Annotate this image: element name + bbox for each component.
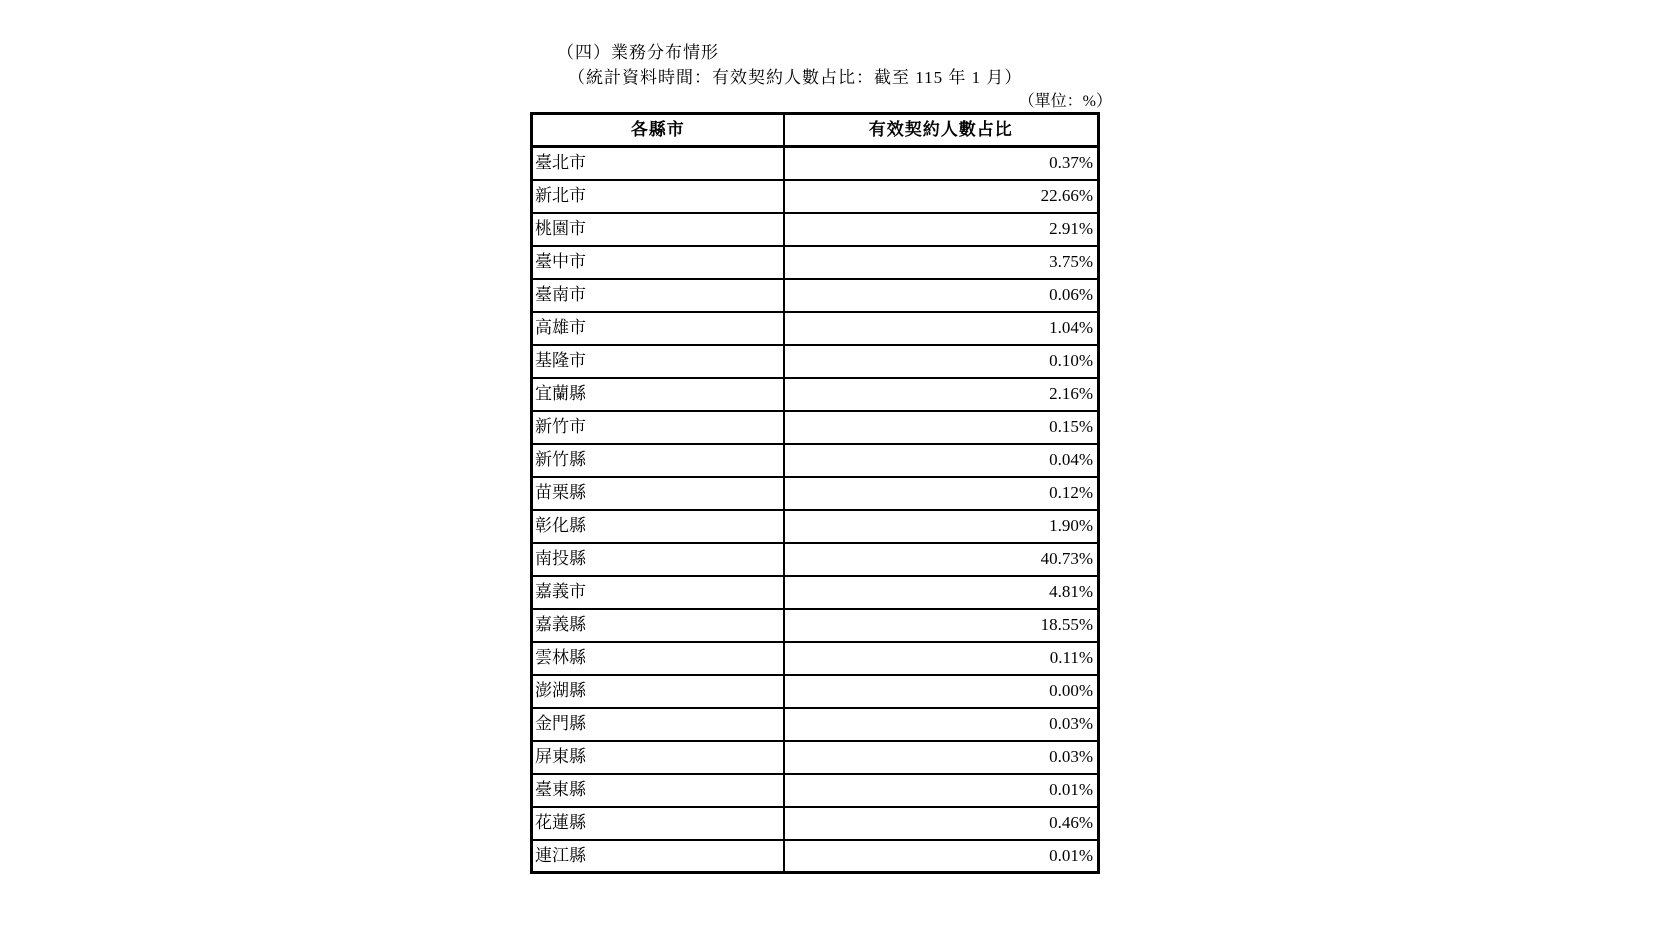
table-row <box>532 180 1099 213</box>
region-cell: 臺中市 <box>532 246 784 279</box>
value-cell: 1.04% <box>784 312 1099 345</box>
value-cell: 0.04% <box>784 444 1099 477</box>
value-cell: 0.00% <box>784 675 1099 708</box>
value-cell: 2.91% <box>784 213 1099 246</box>
region-cell: 澎湖縣 <box>532 675 784 708</box>
value-cell: 0.37% <box>784 147 1099 180</box>
value-cell: 0.01% <box>784 840 1099 873</box>
table-row <box>532 147 1099 180</box>
value-cell: 0.12% <box>784 477 1099 510</box>
region-cell: 嘉義市 <box>532 576 784 609</box>
region-cell: 花蓮縣 <box>532 807 784 840</box>
value-cell: 0.03% <box>784 708 1099 741</box>
value-cell: 0.10% <box>784 345 1099 378</box>
region-cell: 高雄市 <box>532 312 784 345</box>
table-row <box>532 477 1099 510</box>
table-row <box>532 246 1099 279</box>
table-row <box>532 609 1099 642</box>
value-cell: 2.16% <box>784 378 1099 411</box>
value-cell: 0.46% <box>784 807 1099 840</box>
region-cell: 基隆市 <box>532 345 784 378</box>
region-cell: 新北市 <box>532 180 784 213</box>
table-row <box>532 213 1099 246</box>
region-cell: 連江縣 <box>532 840 784 873</box>
section-title: （四）業務分布情形 <box>557 43 719 62</box>
value-cell: 0.03% <box>784 741 1099 774</box>
unit-note: （單位：%） <box>1018 93 1112 110</box>
statistics-period-note: （統計資料時間：有效契約人數占比：截至 115 年 1 月） <box>568 68 1023 87</box>
table-row <box>532 774 1099 807</box>
table-row <box>532 510 1099 543</box>
table-row <box>532 840 1099 873</box>
region-cell: 臺南市 <box>532 279 784 312</box>
header-region-column: 各縣市 <box>532 114 784 147</box>
table-row <box>532 312 1099 345</box>
region-distribution-table <box>530 112 1100 874</box>
table-row <box>532 444 1099 477</box>
table-row <box>532 543 1099 576</box>
header-value-column: 有效契約人數占比 <box>784 114 1099 147</box>
region-cell: 宜蘭縣 <box>532 378 784 411</box>
table-row <box>532 411 1099 444</box>
region-cell: 臺北市 <box>532 147 784 180</box>
region-cell: 臺東縣 <box>532 774 784 807</box>
region-cell: 嘉義縣 <box>532 609 784 642</box>
table-row <box>532 345 1099 378</box>
value-cell: 1.90% <box>784 510 1099 543</box>
region-cell: 雲林縣 <box>532 642 784 675</box>
value-cell: 0.11% <box>784 642 1099 675</box>
table-row <box>532 576 1099 609</box>
value-cell: 40.73% <box>784 543 1099 576</box>
region-cell: 彰化縣 <box>532 510 784 543</box>
value-cell: 22.66% <box>784 180 1099 213</box>
value-cell: 4.81% <box>784 576 1099 609</box>
region-cell: 新竹縣 <box>532 444 784 477</box>
table-row <box>532 807 1099 840</box>
table-row <box>532 279 1099 312</box>
region-cell: 金門縣 <box>532 708 784 741</box>
value-cell: 0.01% <box>784 774 1099 807</box>
table-header <box>532 114 1099 147</box>
value-cell: 0.15% <box>784 411 1099 444</box>
table-header-row <box>532 114 1099 147</box>
region-cell: 桃園市 <box>532 213 784 246</box>
table-body <box>532 147 1099 873</box>
table-row <box>532 642 1099 675</box>
value-cell: 0.06% <box>784 279 1099 312</box>
region-cell: 苗栗縣 <box>532 477 784 510</box>
table-row <box>532 378 1099 411</box>
table-row <box>532 675 1099 708</box>
region-cell: 新竹市 <box>532 411 784 444</box>
table-row <box>532 708 1099 741</box>
region-cell: 南投縣 <box>532 543 784 576</box>
value-cell: 3.75% <box>784 246 1099 279</box>
table-row <box>532 741 1099 774</box>
value-cell: 18.55% <box>784 609 1099 642</box>
region-cell: 屏東縣 <box>532 741 784 774</box>
